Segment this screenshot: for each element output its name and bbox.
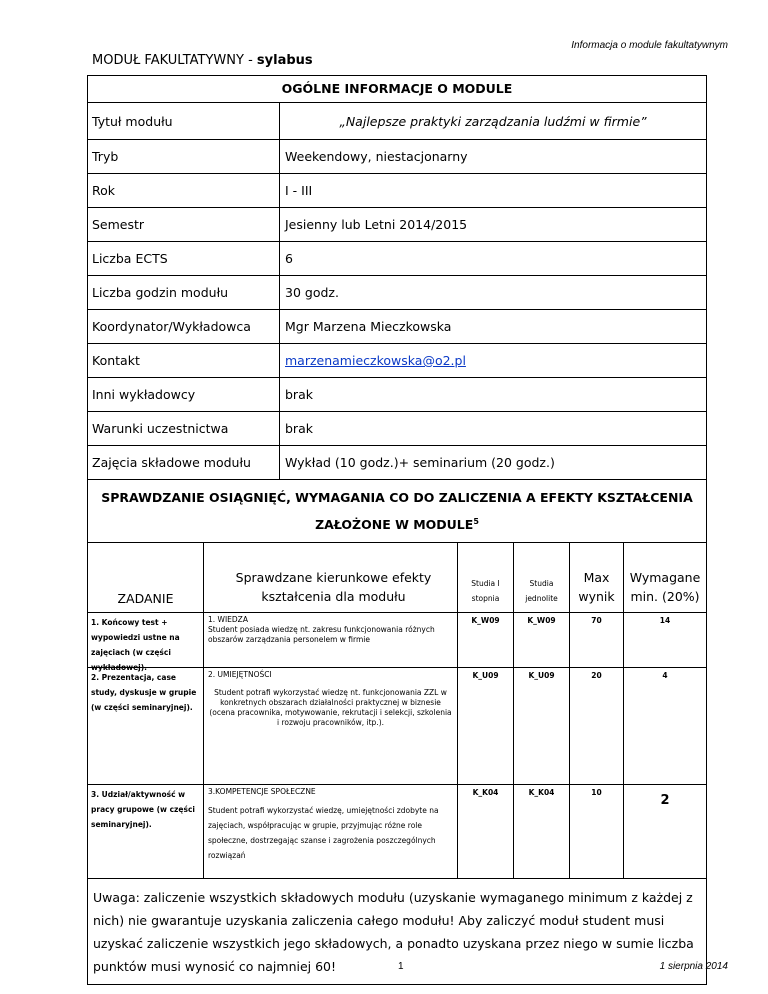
task-cell: 2. Prezentacja, case study, dyskusje w grupie (w części seminaryjnej).	[88, 668, 204, 785]
min-score: 4	[624, 668, 706, 785]
info-value: Jesienny lub Letni 2014/2015	[285, 217, 468, 232]
info-label: Tytuł modułu	[88, 103, 280, 139]
info-row-other-lecturers	[88, 378, 706, 412]
info-label: Koordynator/Wykładowca	[88, 310, 280, 343]
effect-description: Student potrafi wykorzystać wiedzę, umiejętności zdobyte na zajęciach, współpracując w grupie, przyjmując różne role społeczne, dostrzegając szanse i zagrożenia poszczególnych rozwiązań	[208, 806, 439, 861]
col-header-required: Wymagane min. (20%)	[624, 543, 706, 613]
info-value: brak	[285, 387, 313, 402]
info-label: Semestr	[88, 208, 280, 241]
code-studia-1: K_K04	[458, 785, 514, 879]
effect-cell	[204, 613, 458, 668]
info-value: „Najlepsze praktyki zarządzania ludźmi w firmie”	[339, 113, 647, 129]
code-studia-jednolite: K_K04	[514, 785, 570, 879]
syllabus-table	[87, 75, 707, 985]
code-studia-1: K_U09	[458, 668, 514, 785]
info-row-year	[88, 174, 706, 208]
info-value: Mgr Marzena Mieczkowska	[285, 319, 452, 334]
info-label: Tryb	[88, 140, 280, 173]
effect-heading: 1. WIEDZA	[208, 615, 248, 625]
col-header-studia-1: Studia I stopnia	[458, 543, 514, 613]
assessment-section-title: SPRAWDZANIE OSIĄGNIĘĆ, WYMAGANIA CO DO ZALICZENIA A EFEKTY KSZTAŁCENIA ZAŁOŻONE W MODULE$^5$	[88, 480, 706, 543]
info-value: Wykład (10 godz.)+ seminarium (20 godz.)	[285, 455, 555, 470]
assessment-grid	[88, 543, 706, 879]
effect-heading: 2. UMIEJĘTNOŚCI	[208, 670, 272, 680]
info-row-semester	[88, 208, 706, 242]
col-header-studia-jednolite: Studia jednolite	[514, 543, 570, 613]
completion-note: Uwaga: zaliczenie wszystkich składowych modułu (uzyskanie wymaganego minimum z każdej z nich) nie gwarantuje uzyskania zaliczenia całego modułu! Aby zaliczyć moduł student musi uzyskać zaliczenie wszystkich jego składowych, a ponadto uzyskana przez niego w sumie liczba punktów musi wynosić co najmniej 60!	[93, 890, 694, 975]
min-score: 14	[624, 613, 706, 668]
info-label: Zajęcia składowe modułu	[88, 446, 280, 479]
min-score: 2	[624, 785, 706, 879]
info-row-title	[88, 103, 706, 140]
effect-description: Student potrafi wykorzystać wiedzę nt. funkcjonowania ZZL w konkretnych obszarach działalności praktycznej w biznesie (ocena pracownika, motywowanie, rekrutacji i selekcji, szkolenia i rozwoju pracowników, itp.).	[209, 688, 452, 728]
info-row-hours	[88, 276, 706, 310]
code-studia-jednolite: K_W09	[514, 613, 570, 668]
info-label: Kontakt	[88, 344, 280, 377]
max-score: 10	[570, 785, 624, 879]
info-row-conditions	[88, 412, 706, 446]
max-score: 70	[570, 613, 624, 668]
task-cell: 1. Końcowy test + wypowiedzi ustne na zajęciach (w części wykładowej).	[88, 613, 204, 668]
info-row-coordinator	[88, 310, 706, 344]
info-row-mode	[88, 140, 706, 174]
header-module-type: MODUŁ FAKULTATYWNY - sylabus	[92, 53, 313, 68]
footer-date: 1 sierpnia 2014	[659, 961, 728, 972]
info-label: Liczba ECTS	[88, 242, 280, 275]
info-row-ects	[88, 242, 706, 276]
header-document-type: Informacja o module fakultatywnym	[571, 40, 728, 51]
info-label: Warunki uczestnictwa	[88, 412, 280, 445]
page-number: 1	[398, 961, 404, 972]
code-studia-jednolite: K_U09	[514, 668, 570, 785]
effect-heading: 3.KOMPETENCJE SPOŁECZNE	[208, 787, 316, 797]
code-studia-1: K_W09	[458, 613, 514, 668]
max-score: 20	[570, 668, 624, 785]
info-row-contact	[88, 344, 706, 378]
effect-description: Student posiada wiedzę nt. zakresu funkcjonowania różnych obszarów zarządzania personelem w firmie	[208, 625, 435, 645]
info-value: 30 godz.	[285, 285, 339, 300]
effect-cell	[204, 785, 458, 879]
col-header-max: Max wynik	[570, 543, 624, 613]
info-value: brak	[285, 421, 313, 436]
info-label: Rok	[88, 174, 280, 207]
info-label: Liczba godzin modułu	[88, 276, 280, 309]
info-value: I - III	[285, 183, 313, 198]
contact-email-link[interactable]: marzenamieczkowska@o2.pl	[285, 353, 466, 368]
general-section-title: OGÓLNE INFORMACJE O MODULE	[88, 76, 706, 103]
info-row-components	[88, 446, 706, 480]
info-value	[280, 353, 706, 368]
task-cell: 3. Udział/aktywność w pracy grupowe (w części seminaryjnej).	[88, 785, 204, 879]
info-label: Inni wykładowcy	[88, 378, 280, 411]
info-value: 6	[285, 251, 293, 266]
effect-cell	[204, 668, 458, 785]
info-value: Weekendowy, niestacjonarny	[285, 149, 468, 164]
col-header-effects: Sprawdzane kierunkowe efekty kształcenia dla modułu	[204, 543, 458, 613]
col-header-task: ZADANIE	[88, 543, 204, 613]
